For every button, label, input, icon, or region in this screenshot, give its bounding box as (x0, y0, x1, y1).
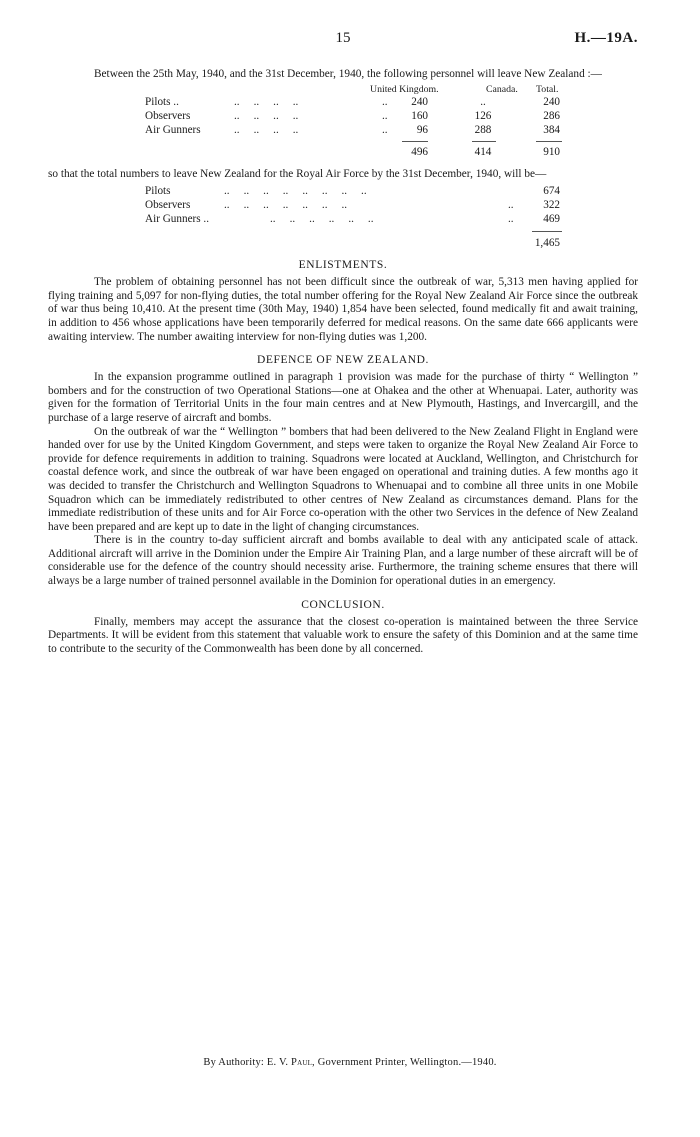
leader-dots: .. (382, 109, 388, 122)
total-canada: 414 (474, 145, 492, 158)
document-reference: H.—19A. (574, 30, 638, 46)
sum-rule-uk (402, 141, 428, 142)
row-label-observers: Observers (145, 109, 191, 122)
row-leader-dots: .. .. .. .. .. .. (270, 213, 374, 226)
personnel-intro: Between the 25th May, 1940, and the 31st December, 1940, the following personnel will leave New Zealand :— (94, 68, 602, 80)
row-leader-dots: .. .. .. .. .. .. .. .. (224, 185, 367, 198)
row-leader-dots: .. .. .. .. .. .. .. (224, 199, 348, 212)
row-label-air-gunners: Air Gunners .. (145, 213, 210, 226)
sum-rule-total (536, 141, 562, 142)
leader-dots: .. (382, 95, 388, 108)
raf-totals-table (48, 183, 638, 255)
leader-dots: .. (382, 123, 388, 136)
defence-paragraph-2: On the outbreak of war the “ Wellington ” bombers that had been delivered to the New Zealand Flight in England were handed over for use by the United Kingdom Government, and steps were taken to organize the Royal New Zealand Air Force to provide for defence requirements in addition to training. Squadrons were located at Auckland, Wellington, and Christchurch for coastal defence work, and since the outbreak of war have been engaged on operational and training duties. A few months ago it was decided to transfer the Christchurch and Wellington Squadrons to Whenuapai and to combine all three units in one Mobile Squadron which can be immediately redistributed to other centres of New Zealand as circumstances demand. Plans for the immediate redistribution of these units and for Air Force co-operation with the other two Services in the defence of New Zealand have been prepared and are kept up to date in the light of changing circumstances. (48, 425, 638, 533)
raf-totals-intro: so that the total numbers to leave New Zealand for the Royal Air Force by the 31st December, 1940, will be— (48, 167, 547, 180)
column-header-canada: Canada. (486, 83, 518, 95)
row-label-air-gunners: Air Gunners (145, 123, 201, 136)
column-header-uk: United Kingdom. (370, 83, 439, 95)
column-header-total: Total. (536, 83, 559, 95)
air-gunners-total: 384 (543, 123, 560, 136)
section-heading-defence: DEFENCE OF NEW ZEALAND. (256, 354, 430, 367)
defence-paragraph-1: In the expansion programme outlined in paragraph 1 provision was made for the purchase of thirty “ Wellington ” bombers and for the construction of two Operational Stations—one at Ohakea and the other at Whenuapai. Later, authority was given for the formation of Territorial Units in the four main centres and at New Plymouth, Hastings, and Invercargill, and the purchase of a large reserve of aircraft and bombs. (48, 371, 638, 424)
conclusion-paragraph: Finally, members may accept the assurance that the closest co-operation is maintained between the three Service Departments. It will be evident from this statement that valuable work to ensure the safety of this Dominion and at the same time to contribute to the security of the Commonwealth has been done by all concerned. (48, 615, 638, 655)
imprint-prefix: By Authority: (203, 1057, 265, 1068)
row-label-pilots: Pilots .. (145, 95, 179, 108)
printer-imprint (0, 1057, 700, 1068)
leader-dots: .. (508, 199, 514, 212)
pilots-total: 240 (543, 95, 560, 108)
total-total: 910 (543, 145, 560, 158)
section-heading-conclusion: CONCLUSION. (301, 598, 385, 611)
personnel-table (48, 84, 638, 162)
pilots-canada: .. (480, 95, 486, 108)
row-label-pilots: Pilots (145, 185, 171, 198)
enlistments-paragraph: The problem of obtaining personnel has not been difficult since the outbreak of war, 5,313 men having applied for flying training and 5,097 for non-flying duties, the total number offering for the Royal New Zealand Air Force since the outbreak of war thus being 10,410. At the present time (30th May, 1940) 1,854 have been selected, found medically fit and await training, in addition to 456 whose applications have been temporarily deferred for medical reasons. On the same date 666 applicants were awaiting interview. The number awaiting interview for non-flying duties was 1,200. (48, 276, 638, 343)
document-page (48, 30, 638, 656)
printer-name: E. V. Paul, (266, 1057, 315, 1068)
imprint-suffix: Government Printer, Wellington.—1940. (317, 1057, 497, 1068)
observers-uk: 160 (411, 109, 428, 122)
defence-paragraph-3: There is in the country to-day sufficient aircraft and bombs available to deal with any anticipated scale of attack. Additional aircraft will arrive in the Dominion under the Empire Air Training Plan, and a large number of these aircraft will be of considerable use for the defence of the country should necessity arise. Furthermore, the training scheme ensures that there will always be a large number of trained personnel available in the Dominion for operational duties in an emergency. (48, 534, 638, 588)
air-gunners-canada: 288 (474, 123, 492, 136)
observers-value: 322 (543, 199, 560, 212)
observers-total: 286 (543, 109, 560, 122)
sum-rule (532, 231, 562, 232)
row-label-observers: Observers (145, 199, 191, 212)
air-gunners-value: 469 (543, 213, 560, 226)
sum-rule-canada (472, 141, 496, 142)
row-leader-dots: .. .. .. .. (234, 109, 299, 122)
leader-dots: .. (508, 213, 514, 226)
grand-total: 1,465 (534, 237, 560, 250)
pilots-uk: 240 (411, 95, 428, 108)
air-gunners-uk: 96 (416, 123, 428, 136)
total-uk: 496 (411, 145, 428, 158)
row-leader-dots: .. .. .. .. (234, 95, 299, 108)
page-header (48, 30, 638, 52)
section-heading-enlistments: ENLISTMENTS. (298, 259, 388, 272)
row-leader-dots: .. .. .. .. (234, 123, 299, 136)
page-number: 15 (335, 30, 351, 46)
observers-canada: 126 (474, 109, 492, 122)
pilots-value: 674 (543, 185, 560, 198)
